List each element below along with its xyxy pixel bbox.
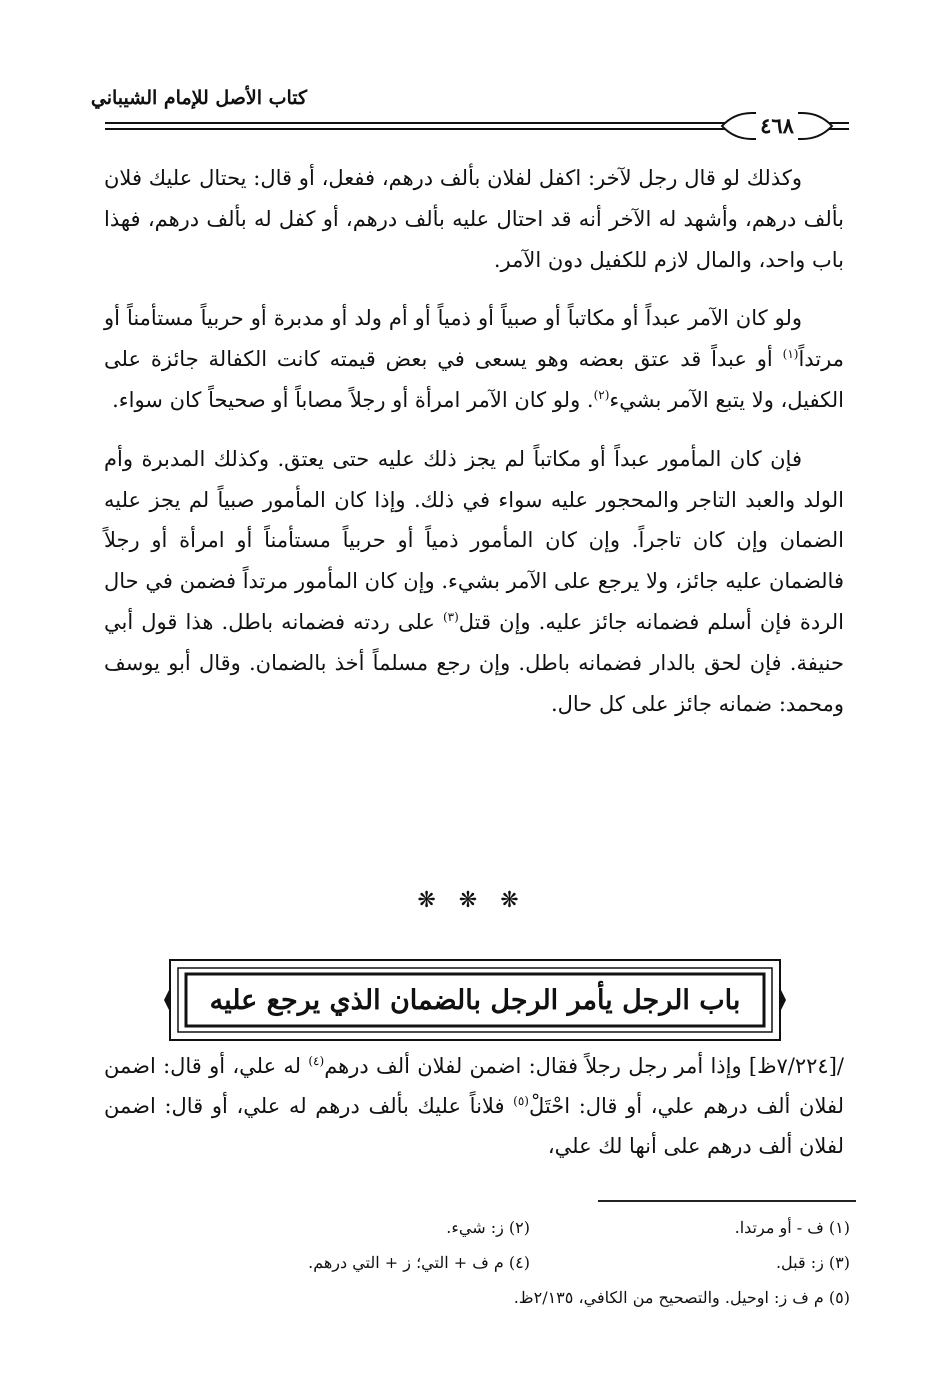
- footnote-ref: (٣): [442, 609, 459, 624]
- footnote-ref: (١): [782, 347, 799, 362]
- paragraph: ولو كان الآمر عبداً أو مكاتباً أو صبياً أو ذمياً أو أم ولد أو مدبرة أو حربياً مستأمناً أو مرتداً$^{(١)}$ أو عبداً قد عتق بعضه وهو يسعى في بعض قيمته كانت الكفالة جائزة على الكفيل، ولا يتبع الآمر بشيء$^{(٢)}$. ولو كان الآمر امرأة أو رجلاً مصاباً أو صحيحاً كان سواء.: [104, 306, 844, 412]
- page-number-frame: [718, 110, 836, 142]
- footnote-ref: (٥): [513, 1094, 529, 1108]
- footnote-ref: (٤): [308, 1054, 325, 1068]
- footnote-ref: (٢): [593, 387, 610, 402]
- running-title: كتاب الأصل للإمام الشيباني: [90, 87, 308, 109]
- footnote: (١) ف - أو مرتدا.: [734, 1218, 850, 1237]
- footnotes: [120, 1210, 850, 1315]
- paragraph: /[٧/٢٢٤ظ] وإذا أمر رجل رجلاً فقال: اضمن لفلان ألف درهم$^{(٤)}$ له علي، أو قال: اضمن لفلان ألف درهم علي، أو قال: احْتَلْ$^{(٥)}$ فلاناً عليك بألف درهم له علي، أو قال: اضمن لفلان ألف درهم على أنها لك علي،: [104, 1054, 844, 1158]
- section-separator: ❋ ❋ ❋: [417, 888, 527, 913]
- paragraph: فإن كان المأمور عبداً أو مكاتباً لم يجز ذلك عليه حتى يعتق. وكذلك المدبرة وأم الولد والعبد التاجر والمحجور عليه سواء في ذلك. وإذا كان المأمور صبياً لم يجز عليه الضمان وإن كان تاجراً. وإن كان المأمور ذمياً أو حربياً مستأمناً أو امرأة أو رجلاً فالضمان عليه جائز، ولا يرجع على الآمر بشيء. وإن كان المأمور مرتداً فضمن في حال الردة فإن أسلم فضمانه جائز عليه. وإن قتل$^{(٣)}$ على ردته فضمانه باطل. هذا قول أبي حنيفة. فإن لحق بالدار فضمانه باطل. وإن رجع مسلماً أخذ بالضمان. وقال أبو يوسف ومحمد: ضمانه جائز على كل حال.: [104, 446, 844, 716]
- footnote: (٤) م ف + التي؛ ز + التي درهم.: [308, 1253, 530, 1272]
- footnote-rule: [598, 1200, 856, 1202]
- chapter-heading: باب الرجل يأمر الرجل بالضمان الذي يرجع عليه: [209, 984, 741, 1016]
- footnote: (٥) م ف ز: اوحيل. والتصحيح من الكافي، ٢/١٣٥ظ.: [513, 1288, 850, 1307]
- footnote: (٣) ز: قبل.: [775, 1253, 850, 1272]
- body-text: [104, 158, 844, 742]
- manuscript-ref: /[٧/٢٢٤ظ]: [748, 1054, 844, 1078]
- paragraph: وكذلك لو قال رجل لآخر: اكفل لفلان بألف درهم، ففعل، أو قال: يحتال عليك فلان بألف درهم، وأشهد له الآخر أنه قد احتال عليه بألف درهم، أو كفل له بألف درهم، فهذا باب واحد، والمال لازم للكفيل دون الآمر.: [104, 166, 844, 272]
- section-text: [104, 1046, 844, 1166]
- chapter-heading-frame: [160, 950, 790, 1050]
- page-number: ٤٦٨: [756, 111, 798, 141]
- footnote: (٢) ز: شيء.: [446, 1218, 530, 1237]
